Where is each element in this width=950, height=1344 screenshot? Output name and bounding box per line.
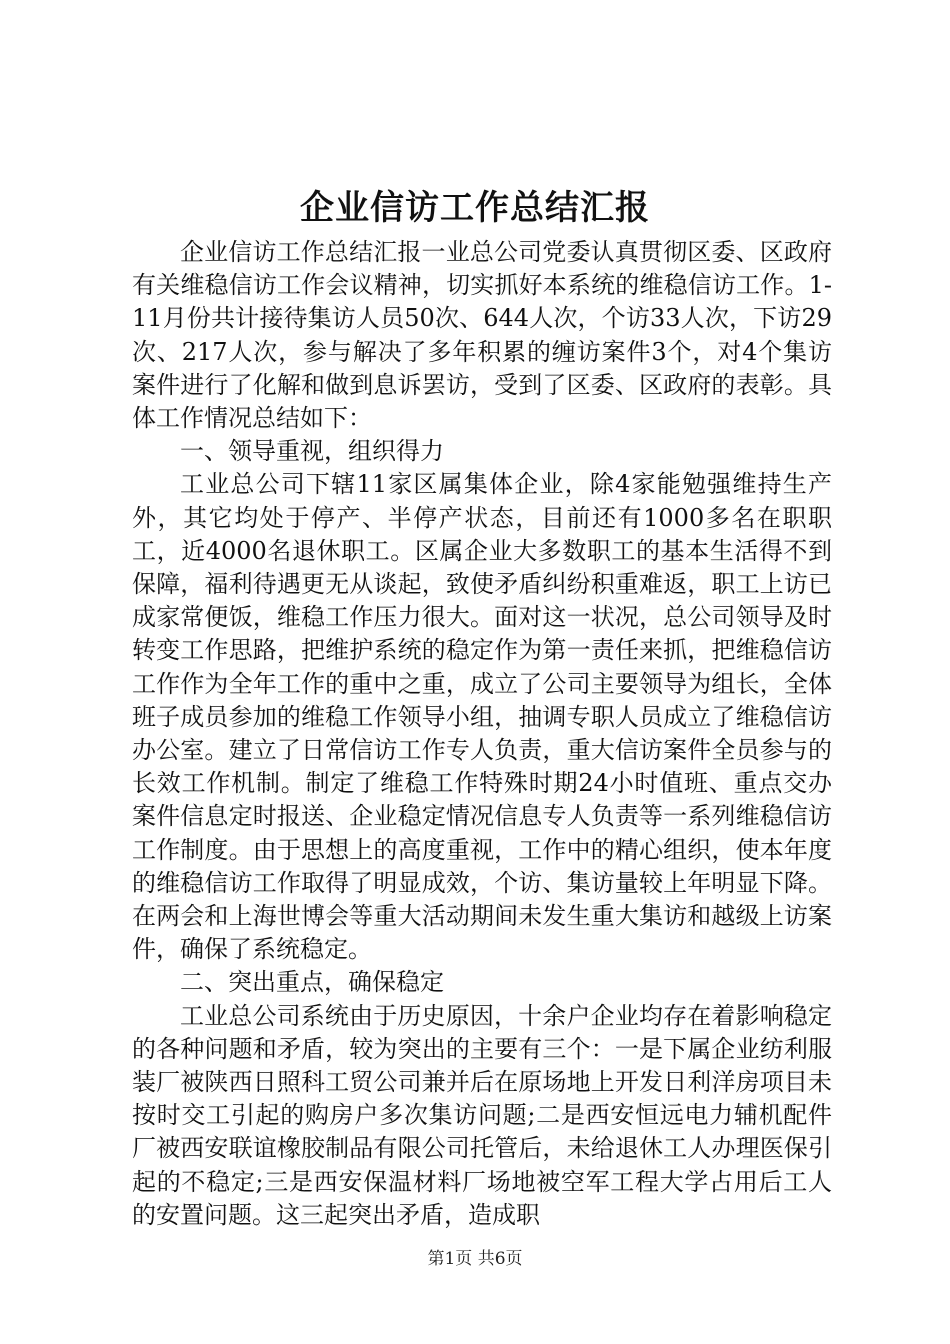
- document-title: 企业信访工作总结汇报: [300, 188, 650, 228]
- section-2-paragraph: 工业总公司系统由于历史原因，十余户企业均存在着影响稳定的各种问题和矛盾，较为突出的主要有三个：一是下属企业纺利服装厂被陕西日照科工贸公司兼并后在原场地上开发日利洋房项目未按时交工引起的购房户多次集访问题;二是西安恒远电力辅机配件厂被西安联谊橡胶制品有限公司托管后，未给退休工人办理医保引起的不稳定;三是西安保温材料厂场地被空军工程大学占用后工人的安置问题。这三起突出矛盾，造成职: [132, 1001, 832, 1229]
- document-body: [132, 236, 832, 1232]
- section-heading-2: 二、突出重点，确保稳定: [180, 968, 444, 997]
- section-1-paragraph: 工业总公司下辖11家区属集体企业，除4家能勉强维持生产外，其它均处于停产、半停产状态，目前还有1000多名在职职工，近4000名退休职工。区属企业大多数职工的基本生活得不到保障，福利待遇更无从谈起，致使矛盾纠纷积重难返，职工上访已成家常便饭，维稳工作压力很大。面对这一状况，总公司领导及时转变工作思路，把维护系统的稳定作为第一责任来抓，把维稳信访工作作为全年工作的重中之重，成立了公司主要领导为组长，全体班子成员参加的维稳工作领导小组，抽调专职人员成立了维稳信访办公室。建立了日常信访工作专人负责，重大信访案件全员参与的长效工作机制。制定了维稳工作特殊时期24小时值班、重点交办案件信息定时报送、企业稳定情况信息专人负责等一系列维稳信访工作制度。由于思想上的高度重视，工作中的精心组织，使本年度的维稳信访工作取得了明显成效，个访、集访量较上年明显下降。在两会和上海世博会等重大活动期间未发生重大集访和越级上访案件，确保了系统稳定。: [132, 470, 832, 964]
- page-number-footer: 第1页 共6页: [427, 1249, 523, 1269]
- intro-paragraph: 企业信访工作总结汇报一业总公司党委认真贯彻区委、区政府有关维稳信访工作会议精神，切实抓好本系统的维稳信访工作。1-11月份共计接待集访人员50次、644人次，个访33人次，下访29次、217人次，参与解决了多年积累的缠访案件3个，对4个集访案件进行了化解和做到息诉罢访，受到了区委、区政府的表彰。具体工作情况总结如下：: [132, 238, 832, 433]
- section-heading-1: 一、领导重视，组织得力: [180, 437, 444, 466]
